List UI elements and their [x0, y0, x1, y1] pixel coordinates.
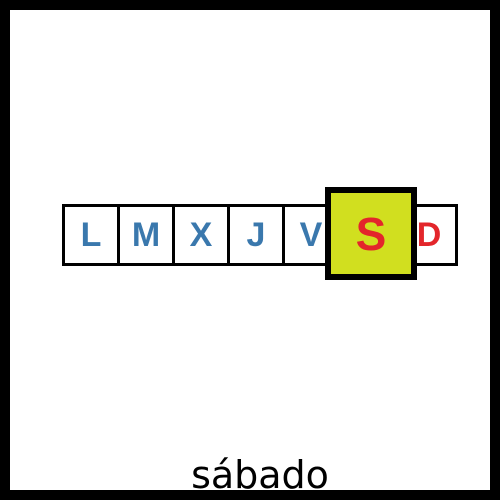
day-friday: V [282, 204, 340, 266]
day-saturday-highlighted: S [325, 187, 417, 280]
day-sunday: D [400, 204, 458, 266]
day-tuesday: M [117, 204, 175, 266]
day-thursday: J [227, 204, 285, 266]
day-name-caption: sábado [191, 453, 329, 497]
day-wednesday: X [172, 204, 230, 266]
day-monday: L [62, 204, 120, 266]
weekday-strip [62, 204, 458, 266]
